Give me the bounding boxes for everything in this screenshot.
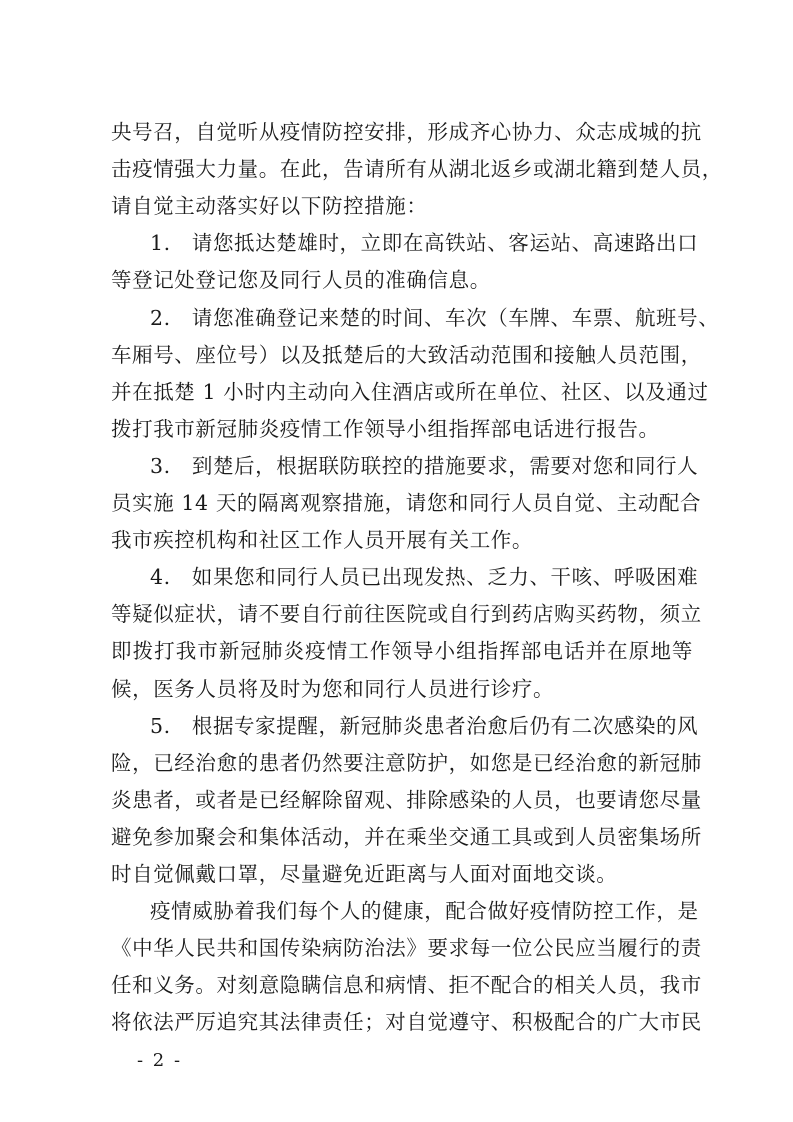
text-line: 时自觉佩戴口罩，尽量避免近距离与人面对面地交谈。 (111, 862, 618, 886)
text-line: 任和义务。对刻意隐瞒信息和病情、拒不配合的相关人员，我市 (111, 973, 702, 997)
text-line: 等疑似症状，请不要自行前往医院或自行到药店购买药物，须立 (111, 602, 702, 626)
paragraph-first-line: 5. 根据专家提醒，新冠肺炎患者治愈后仍有二次感染的风 (150, 714, 699, 738)
text-line: 请自觉主动落实好以下防控措施： (111, 194, 428, 218)
text-line: 央号召，自觉听从疫情防控安排，形成齐心协力、众志成城的抗 (111, 120, 702, 144)
text-line: 拨打我市新冠肺炎疫情工作领导小组指挥部电话进行报告。 (111, 417, 660, 441)
text-line: 炎患者，或者是已经解除留观、排除感染的人员，也要请您尽量 (111, 788, 702, 812)
text-line: 即拨打我市新冠肺炎疫情工作领导小组指挥部电话并在原地等 (111, 639, 693, 663)
text-line: 车厢号、座位号）以及抵楚后的大致活动范围和接触人员范围， (111, 343, 702, 367)
text-line: 等登记处登记您及同行人员的准确信息。 (111, 268, 491, 292)
paragraph-first-line: 疫情威胁着我们每个人的健康，配合做好疫情防控工作，是 (150, 899, 699, 923)
paragraph-first-line: 1. 请您抵达楚雄时，立即在高铁站、客运站、高速路出口 (150, 231, 699, 255)
page-number: - 2 - (137, 1050, 183, 1071)
text-line: 击疫情强大力量。在此，告请所有从湖北返乡或湖北籍到楚人员， (111, 157, 723, 181)
text-line: 险，已经治愈的患者仍然要注意防护，如您是已经治愈的新冠肺 (111, 751, 702, 775)
text-line: 并在抵楚 1 小时内主动向入住酒店或所在单位、社区、以及通过 (111, 380, 709, 404)
text-line: 将依法严厉追究其法律责任；对自觉遵守、积极配合的广大市民 (111, 1010, 702, 1034)
text-line: 《中华人民共和国传染病防治法》要求每一位公民应当履行的责 (111, 936, 702, 960)
text-line: 避免参加聚会和集体活动，并在乘坐交通工具或到人员密集场所 (111, 825, 702, 849)
text-line: 候，医务人员将及时为您和同行人员进行诊疗。 (111, 677, 555, 701)
text-line: 我市疾控机构和社区工作人员开展有关工作。 (111, 528, 533, 552)
paragraph-first-line: 2. 请您准确登记来楚的时间、车次（车牌、车票、航班号、 (150, 306, 720, 330)
paragraph-first-line: 4. 如果您和同行人员已出现发热、乏力、干咳、呼吸困难 (150, 565, 699, 589)
text-line: 员实施 14 天的隔离观察措施，请您和同行人员自觉、主动配合 (111, 491, 702, 515)
paragraph-first-line: 3. 到楚后，根据联防联控的措施要求，需要对您和同行人 (150, 454, 699, 478)
